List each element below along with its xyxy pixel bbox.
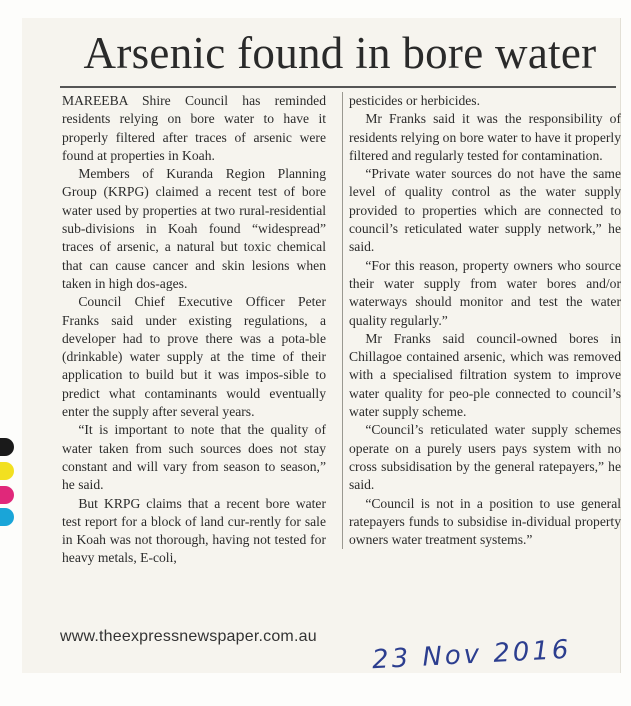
paragraph: “For this reason, property owners who source their water supply from water bores and/or waterways should monitor and test the water quality regularly.” — [349, 257, 621, 328]
registration-mark-yellow — [0, 462, 14, 480]
paragraph: Council Chief Executive Officer Peter Franks said under existing regulations, a developer had to prove there was a pota-ble (drinkable) water supply at the time of their application to build but it was impos-sible to predict what contaminants would eventually enter the supply after several years. — [62, 294, 326, 420]
newspaper-website: www.theexpressnewspaper.com.au — [60, 628, 317, 645]
paragraph: “Private water sources do not have the same level of quality control as the water supply provided to properties which are connected to council’s reticulated water supply network,” he said. — [349, 166, 621, 255]
paragraph: “It is important to note that the quality of water taken from such sources does not stay constant and will vary from season to season,” he said. — [62, 422, 326, 493]
paragraph: “Council is not in a position to use general ratepayers funds to subsidise in-dividual property owners water treatment systems.” — [349, 495, 621, 548]
paragraph: Mr Franks said it was the responsibility of residents relying on bore water to have it properly filtered and regularly tested for contamination. — [349, 111, 621, 163]
registration-mark-black — [0, 438, 14, 456]
handwritten-date: 23 Nov 2016 — [371, 634, 573, 676]
registration-mark-magenta — [0, 486, 14, 504]
article-headline: Arsenic found in bore water — [83, 28, 597, 78]
article-column-right — [342, 92, 621, 549]
registration-mark-cyan — [0, 508, 14, 526]
article-column-left — [62, 92, 326, 568]
headline-rule — [60, 86, 616, 88]
paragraph: “Council’s reticulated water supply schemes operate on a purely users pays system with no cross subsidisation by the general ratepayers,” he said. — [349, 422, 621, 493]
paragraph: But KRPG claims that a recent bore water test report for a block of land cur-rently for sale in Koah was not thorough, having not tested for heavy metals, E-coli, — [62, 495, 326, 566]
paragraph: MAREEBA Shire Council has reminded residents relying on bore water to have it properly filtered after traces of arsenic were found at properties in Koah. — [62, 93, 326, 163]
paragraph: Mr Franks said council-owned bores in Chillagoe contained arsenic, which was removed with a specialised filtration system to improve water quality for peo-ple connected to council’s water supply scheme. — [349, 330, 621, 420]
paragraph: Members of Kuranda Region Planning Group (KRPG) claimed a recent test of bore water used by properties at two rural-residential sub-divisions in Koah found “widespread” traces of arsenic, a natural but toxic chemical that can cause cancer and skin lesions when taken in high dos-ages. — [62, 166, 326, 291]
paragraph: pesticides or herbicides. — [349, 93, 480, 108]
